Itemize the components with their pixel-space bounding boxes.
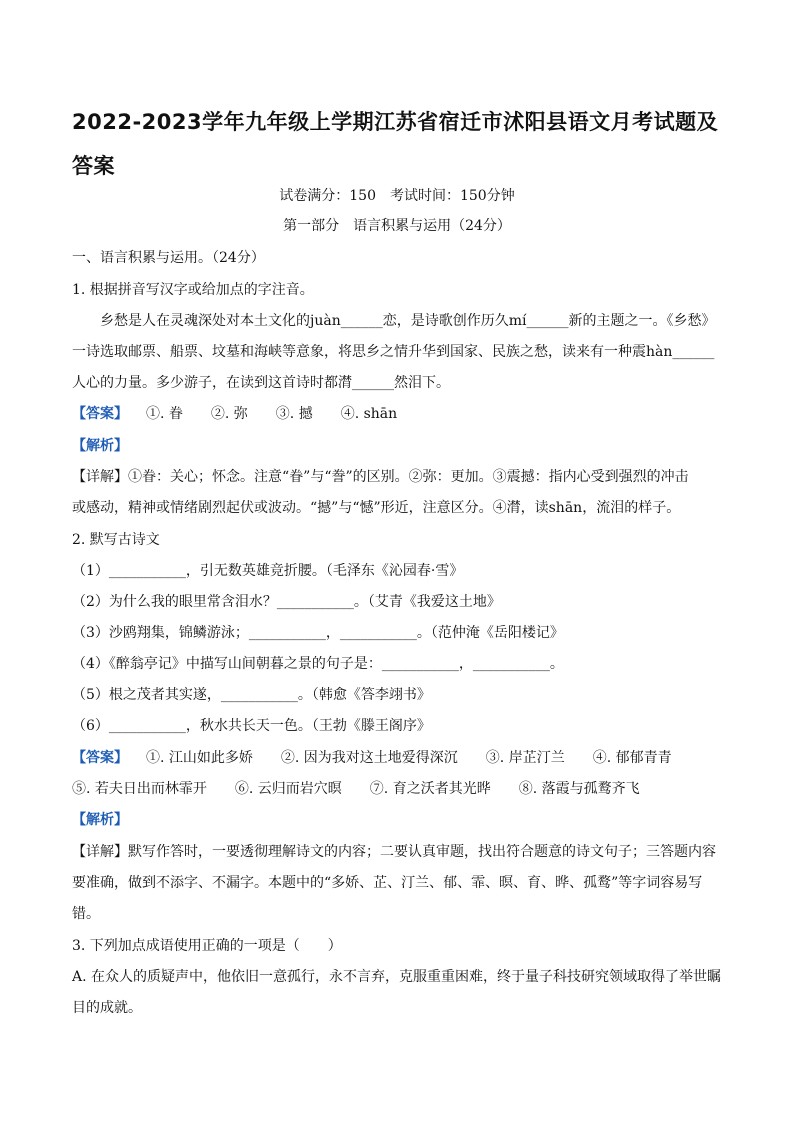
question-1-passage-line: 人心的力量。多少游子，在读到这首诗时都潸______然泪下。 bbox=[72, 375, 450, 391]
answer-row bbox=[72, 748, 722, 768]
question-2-item: （4）《醉翁亭记》中描写山间朝暮之景的句子是：___________，___________。 bbox=[72, 656, 564, 672]
answer-text-continued: ⑤. 若夫日出而林霏开 ⑥. 云归而岩穴暝 ⑦. 育之沃者其光晔 ⑧. 落霞与孤鹜齐飞 bbox=[72, 781, 640, 797]
part-heading: 第一部分 语言积累与运用（24分） bbox=[283, 218, 511, 234]
answer-text: ①. 眷 ②. 弥 ③. 撼 ④. shān bbox=[146, 406, 398, 422]
question-2-item: （5）根之茂者其实遂，___________。（韩愈《答李翊书》 bbox=[72, 687, 431, 703]
page-title: 2022-2023学年九年级上学期江苏省宿迁市沭阳县语文月考试题及答案 bbox=[72, 110, 719, 178]
detail-line: 错。 bbox=[72, 906, 100, 922]
detail-line: 要准确，做到不添字、不漏字。本题中的“多娇、芷、汀兰、郁、霏、暝、育、晔、孤鹜”等字词容易写 bbox=[72, 875, 703, 891]
question-2-stem: 2. 默写古诗文 bbox=[72, 532, 160, 548]
question-3-stem: 3. 下列加点成语使用正确的一项是（ ） bbox=[72, 938, 342, 954]
exam-info: 试卷满分：150 考试时间：150分钟 bbox=[279, 188, 515, 204]
question-2-item: （2）为什么我的眼里常含泪水？___________。（艾青《我爱这土地》 bbox=[72, 594, 501, 610]
answer-label: 【答案】 bbox=[72, 750, 128, 766]
answer-text: ①. 江山如此多娇 ②. 因为我对这土地爱得深沉 ③. 岸芷汀兰 ④. 郁郁青青 bbox=[146, 750, 672, 766]
answer-row bbox=[72, 404, 722, 424]
section-heading: 一、语言积累与运用。（24分） bbox=[72, 250, 265, 266]
question-1-passage-line: 乡愁是人在灵魂深处对本土文化的juàn______恋，是诗歌创作历久mí______新的主题之一。《乡愁》 bbox=[100, 313, 716, 329]
question-2-item: （1）___________，引无数英雄竞折腰。（毛泽东《沁园春·雪》 bbox=[72, 563, 464, 579]
answer-label: 【答案】 bbox=[72, 406, 128, 422]
question-2-item: （6）___________，秋水共长天一色。（王勃《滕王阁序》 bbox=[72, 718, 431, 734]
option-a-line: A. 在众人的质疑声中，他依旧一意孤行，永不言弃，克服重重困难，终于量子科技研究领域取得了举世瞩 bbox=[72, 969, 722, 985]
detail-line: 【详解】①眷：关心；怀念。注意“眷”与“誊”的区别。②弥：更加。③震撼：指内心受到强烈的冲击 bbox=[72, 469, 689, 485]
question-2-item: （3）沙鸥翔集，锦鳞游泳；___________，___________。（范仲淹《岳阳楼记》 bbox=[72, 625, 564, 641]
analysis-label: 【解析】 bbox=[72, 438, 128, 454]
analysis-label: 【解析】 bbox=[72, 812, 128, 828]
option-a-line: 目的成就。 bbox=[72, 1000, 142, 1016]
question-1-passage-line: 一诗选取邮票、船票、坟墓和海峡等意象，将思乡之情升华到国家、民族之愁，读来有一种震hàn______ bbox=[72, 344, 715, 360]
detail-line: 或感动，精神或情绪剧烈起伏或波动。“撼”与“憾”形近，注意区分。④潸，读shān，流泪的样子。 bbox=[72, 500, 681, 516]
question-1-stem: 1. 根据拼音写汉字或给加点的字注音。 bbox=[72, 282, 314, 298]
detail-line: 【详解】默写作答时，一要透彻理解诗文的内容；二要认真审题，找出符合题意的诗文句子；三答题内容 bbox=[72, 844, 716, 860]
